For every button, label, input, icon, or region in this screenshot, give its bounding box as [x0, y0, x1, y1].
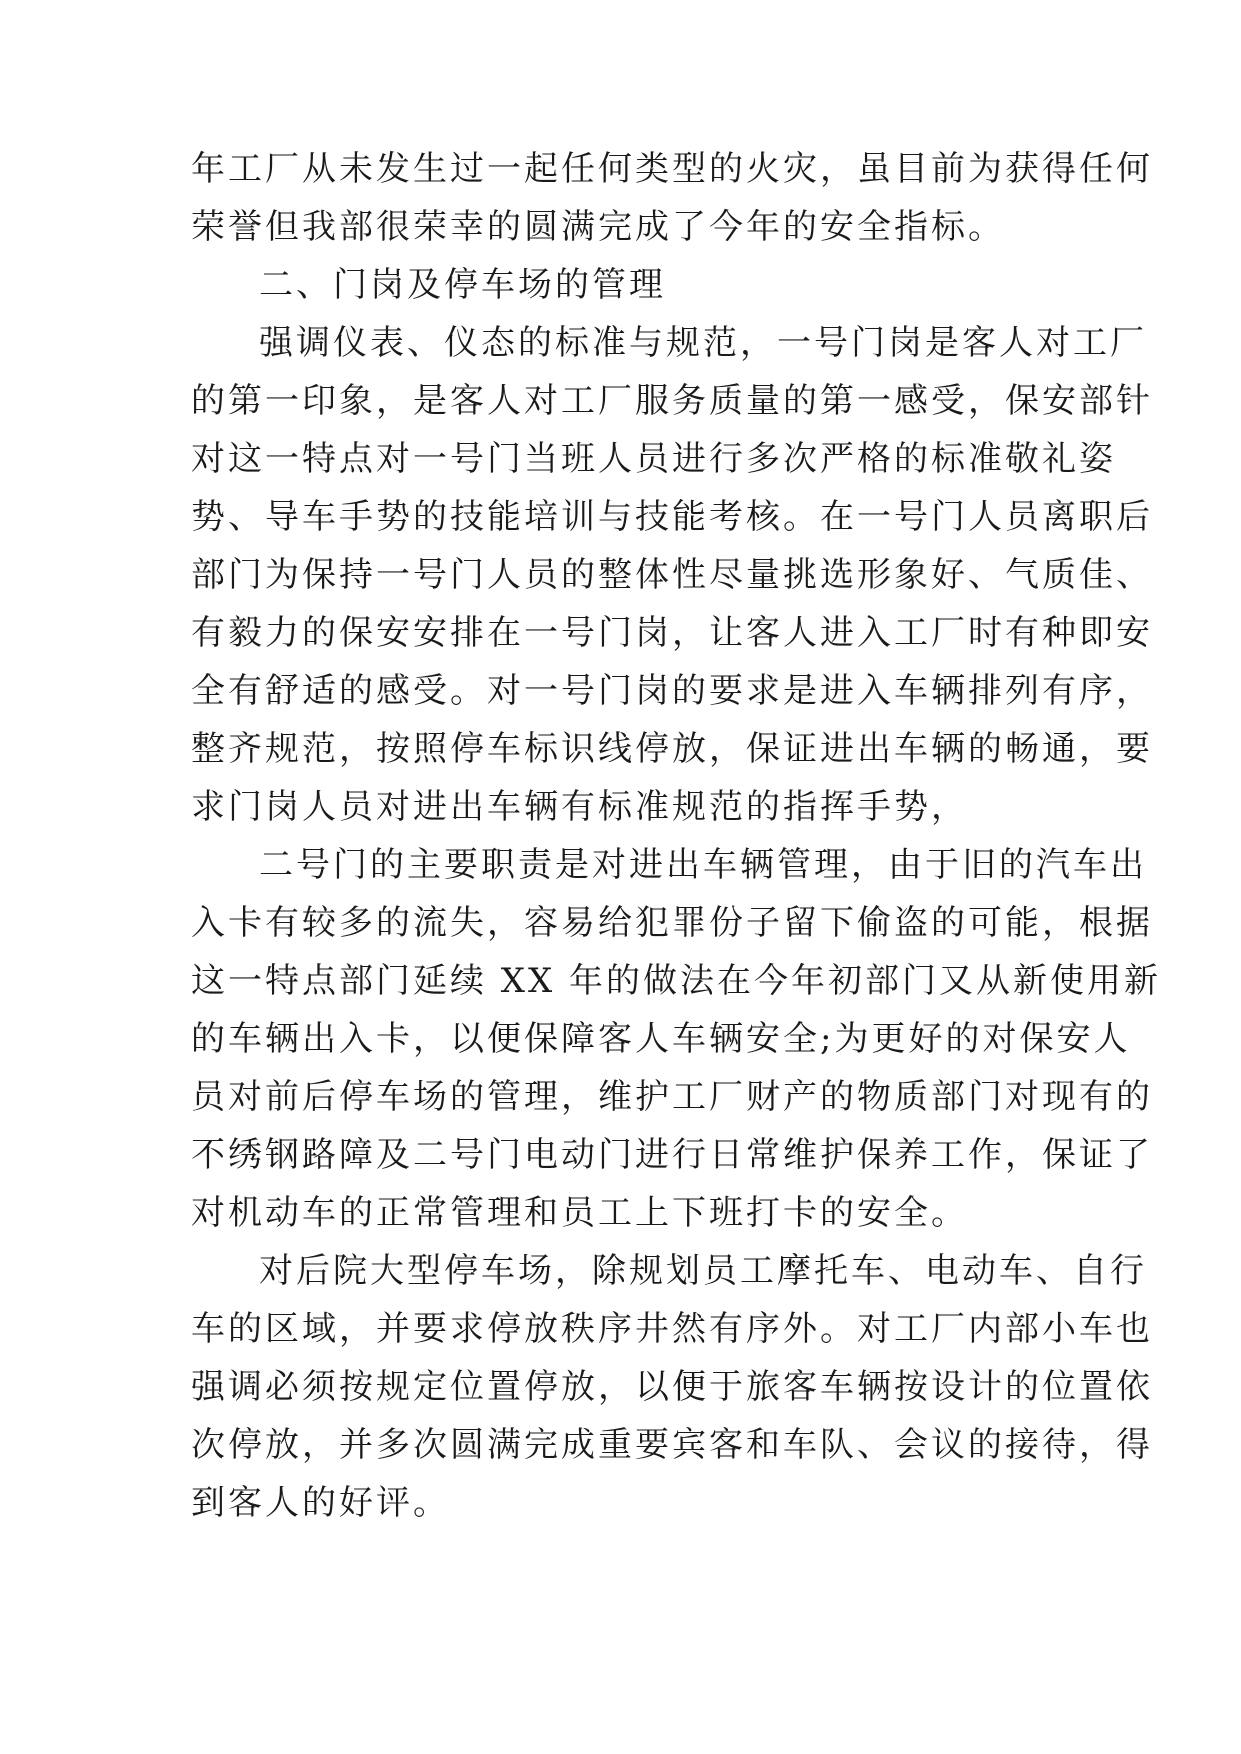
text-line: 到客人的好评。 [191, 1483, 450, 1523]
text-line: 的第一印象，是客人对工厂服务质量的第一感受，保安部针 [191, 381, 1153, 421]
text-line: 入卡有较多的流失，容易给犯罪份子留下偷盗的可能，根据 [191, 903, 1153, 943]
paragraph-gate-two [191, 836, 1162, 1242]
text-line: 强调必须按规定位置停放，以便于旅客车辆按设计的位置依 [191, 1367, 1153, 1407]
text-line: 强调仪表、仪态的标准与规范，一号门岗是客人对工厂 [259, 323, 1147, 363]
text-line: 有毅力的保安安排在一号门岗，让客人进入工厂时有种即安 [191, 613, 1153, 653]
text-line: 部门为保持一号门人员的整体性尽量挑选形象好、气质佳、 [191, 555, 1153, 595]
paragraph-intro-continued [191, 140, 1153, 256]
paragraph-gate-one [191, 314, 1153, 836]
text-line: 的车辆出入卡，以便保障客人车辆安全;为更好的对保安人 [191, 1019, 1131, 1059]
text-line: 荣誉但我部很荣幸的圆满完成了今年的安全指标。 [191, 207, 1005, 247]
text-line: 年工厂从未发生过一起任何类型的火灾，虽目前为获得任何 [191, 149, 1153, 189]
text-line: 次停放，并多次圆满完成重要宾客和车队、会议的接待，得 [191, 1425, 1153, 1465]
body-text [191, 140, 1162, 1532]
section-heading [191, 256, 1071, 314]
text-line: 全有舒适的感受。对一号门岗的要求是进入车辆排列有序， [191, 671, 1153, 711]
text-line: 求门岗人员对进出车辆有标准规范的指挥手势， [191, 787, 968, 827]
text-line: 员对前后停车场的管理，维护工厂财产的物质部门对现有的 [191, 1077, 1153, 1117]
text-line: 车的区域，并要求停放秩序井然有序外。对工厂内部小车也 [191, 1309, 1153, 1349]
text-line: 这一特点部门延续 XX 年的做法在今年初部门又从新使用新 [191, 961, 1162, 1001]
text-line: 整齐规范，按照停车标识线停放，保证进出车辆的畅通，要 [191, 729, 1153, 769]
text-line: 不绣钢路障及二号门电动门进行日常维护保养工作，保证了 [191, 1135, 1153, 1175]
text-line: 对这一特点对一号门当班人员进行多次严格的标准敬礼姿 [191, 439, 1116, 479]
text-line: 对后院大型停车场，除规划员工摩托车、电动车、自行 [259, 1251, 1147, 1291]
section-heading-text: 二、门岗及停车场的管理 [259, 265, 666, 305]
text-line: 二号门的主要职责是对进出车辆管理，由于旧的汽车出 [259, 845, 1147, 885]
text-line: 对机动车的正常管理和员工上下班打卡的安全。 [191, 1193, 968, 1233]
text-line: 势、导车手势的技能培训与技能考核。在一号门人员离职后 [191, 497, 1153, 537]
paragraph-rear-parking [191, 1242, 1153, 1532]
